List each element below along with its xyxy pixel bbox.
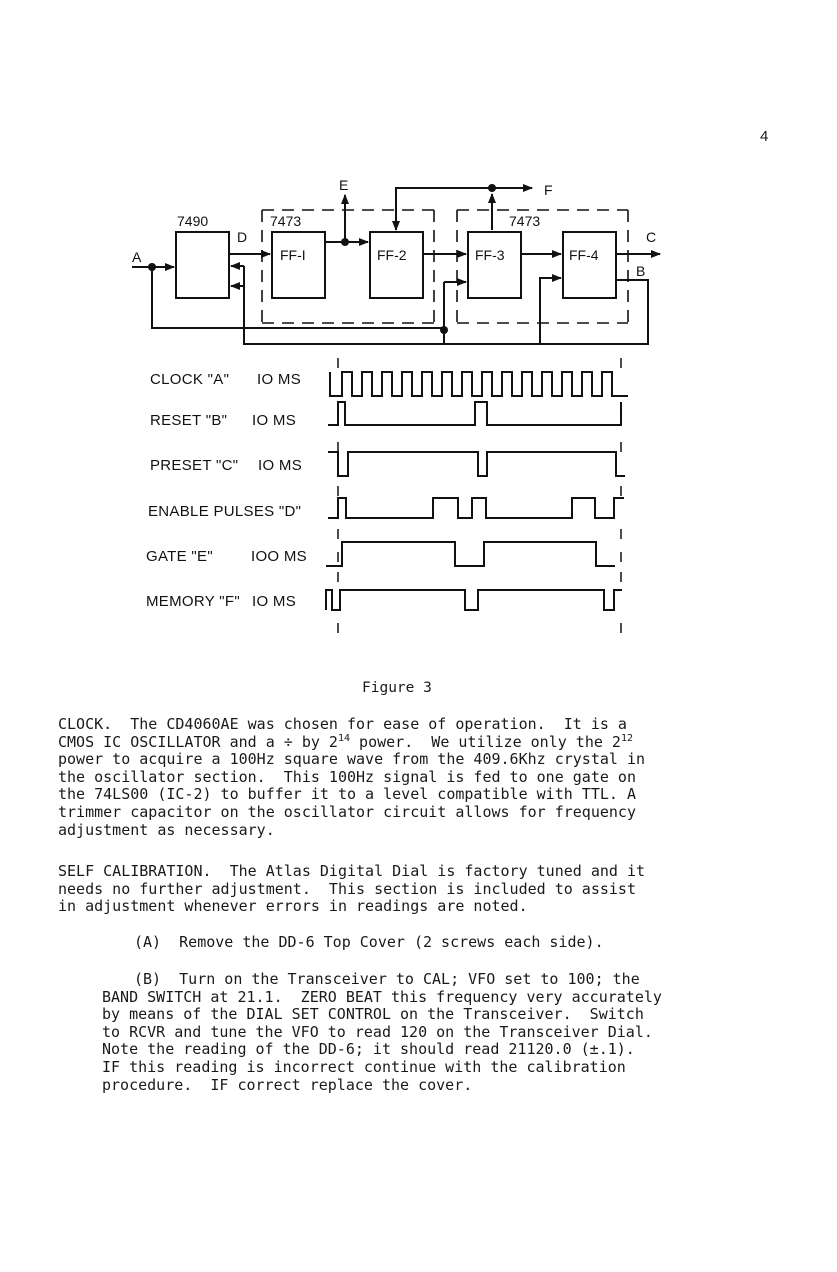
ff-3-label: FF-3 bbox=[475, 247, 505, 263]
step-b-line-5: Note the reading of the DD-6; it should read 21120.0 (±.1). bbox=[102, 1040, 635, 1059]
clock-line-4: the oscillator section. This 100Hz signal is fed to one gate on bbox=[58, 767, 636, 786]
selfcal-line-1: SELF CALIBRATION. The Atlas Digital Dial is factory tuned and it bbox=[58, 862, 645, 880]
self-calibration-paragraph bbox=[58, 863, 645, 916]
signal-name-gate: GATE "E" bbox=[146, 548, 213, 565]
ff-3-box bbox=[468, 232, 521, 298]
clock-exponent-12: 12 bbox=[620, 732, 633, 744]
ff-1-label: FF-I bbox=[280, 247, 306, 263]
chip-label-7473-right: 7473 bbox=[509, 213, 541, 229]
signal-period-gate: IOO MS bbox=[251, 548, 307, 565]
package-outline-right bbox=[457, 210, 628, 323]
waveform-memory bbox=[326, 590, 622, 610]
waveform-enable bbox=[328, 498, 624, 518]
step-b-line-6: IF this reading is incorrect continue with the calibration bbox=[102, 1057, 626, 1076]
clock-line-5: the 74LS00 (IC-2) to buffer it to a level compatible with TTL. A bbox=[58, 785, 636, 804]
ff-2-label: FF-2 bbox=[377, 247, 407, 263]
clock-exponent-14: 14 bbox=[337, 732, 351, 744]
ff-1-box bbox=[272, 232, 325, 298]
ff-2-box bbox=[370, 232, 423, 298]
signal-name-reset: RESET "B" bbox=[150, 412, 228, 429]
timing-reference-marks bbox=[338, 358, 621, 633]
signal-name-preset: PRESET "C" bbox=[150, 457, 239, 474]
selfcal-line-3: in adjustment whenever errors in readings are noted. bbox=[58, 897, 528, 916]
timing-waveforms bbox=[326, 372, 628, 610]
ff-4-box bbox=[563, 232, 616, 298]
step-b-line-1: (B) Turn on the Transceiver to CAL; VFO set to 100; the bbox=[134, 970, 640, 988]
chip-label-7473-left: 7473 bbox=[270, 213, 302, 229]
waveform-reset bbox=[328, 402, 621, 425]
selfcal-line-2: needs no further adjustment. This section is included to assist bbox=[58, 879, 636, 898]
ff-4-label: FF-4 bbox=[569, 247, 599, 263]
node-b-label: B bbox=[636, 263, 646, 279]
node-e-label: E bbox=[339, 177, 349, 193]
signal-name-memory: MEMORY "F" bbox=[146, 593, 240, 610]
clock-line-2b: power. We utilize only the 2 bbox=[350, 732, 621, 751]
step-b-line-3: by means of the DIAL SET CONTROL on the Transceiver. Switch bbox=[102, 1005, 644, 1024]
step-b-line-4: to RCVR and tune the VFO to read 120 on the Transceiver Dial. bbox=[102, 1022, 653, 1041]
clock-line-6: trimmer capacitor on the oscillator circuit allows for frequency bbox=[58, 802, 636, 821]
node-f-label: F bbox=[544, 182, 553, 198]
signal-name-clock: CLOCK "A" bbox=[150, 371, 230, 388]
clock-wave-path bbox=[330, 372, 628, 396]
waveform-gate bbox=[326, 542, 615, 566]
waveform-clock bbox=[330, 372, 628, 396]
node-a-label: A bbox=[132, 249, 142, 265]
counter-7490-box bbox=[176, 232, 229, 298]
step-a: (A) Remove the DD-6 Top Cover (2 screws each side). bbox=[134, 933, 604, 951]
logic-block-diagram bbox=[132, 188, 660, 344]
signal-period-memory: IO MS bbox=[252, 593, 297, 610]
chip-label-7490: 7490 bbox=[177, 213, 209, 229]
step-b-paragraph bbox=[102, 971, 662, 1094]
waveform-preset bbox=[328, 452, 625, 476]
figure-3-diagram bbox=[0, 160, 837, 640]
clock-line-2a: CMOS IC OSCILLATOR and a ÷ by 2 bbox=[58, 732, 338, 751]
signal-name-enable: ENABLE PULSES "D" bbox=[148, 503, 302, 520]
clock-line-1: CLOCK. The CD4060AE was chosen for ease of operation. It is a bbox=[58, 715, 627, 733]
step-b-line-2: BAND SWITCH at 21.1. ZERO BEAT this frequency very accurately bbox=[102, 987, 662, 1006]
node-c-label: C bbox=[646, 229, 657, 245]
page-number: 4 bbox=[760, 128, 769, 145]
signal-period-clock: IO MS bbox=[257, 371, 302, 388]
signal-period-reset: IO MS bbox=[252, 412, 297, 429]
clock-line-7: adjustment as necessary. bbox=[58, 820, 275, 839]
step-b-line-7: procedure. IF correct replace the cover. bbox=[102, 1075, 473, 1094]
clock-paragraph bbox=[58, 716, 645, 839]
clock-line-3: power to acquire a 100Hz square wave from the 409.6Khz crystal in bbox=[58, 750, 645, 769]
node-d-label: D bbox=[237, 229, 248, 245]
signal-period-preset: IO MS bbox=[258, 457, 303, 474]
figure-caption: Figure 3 bbox=[362, 680, 432, 696]
